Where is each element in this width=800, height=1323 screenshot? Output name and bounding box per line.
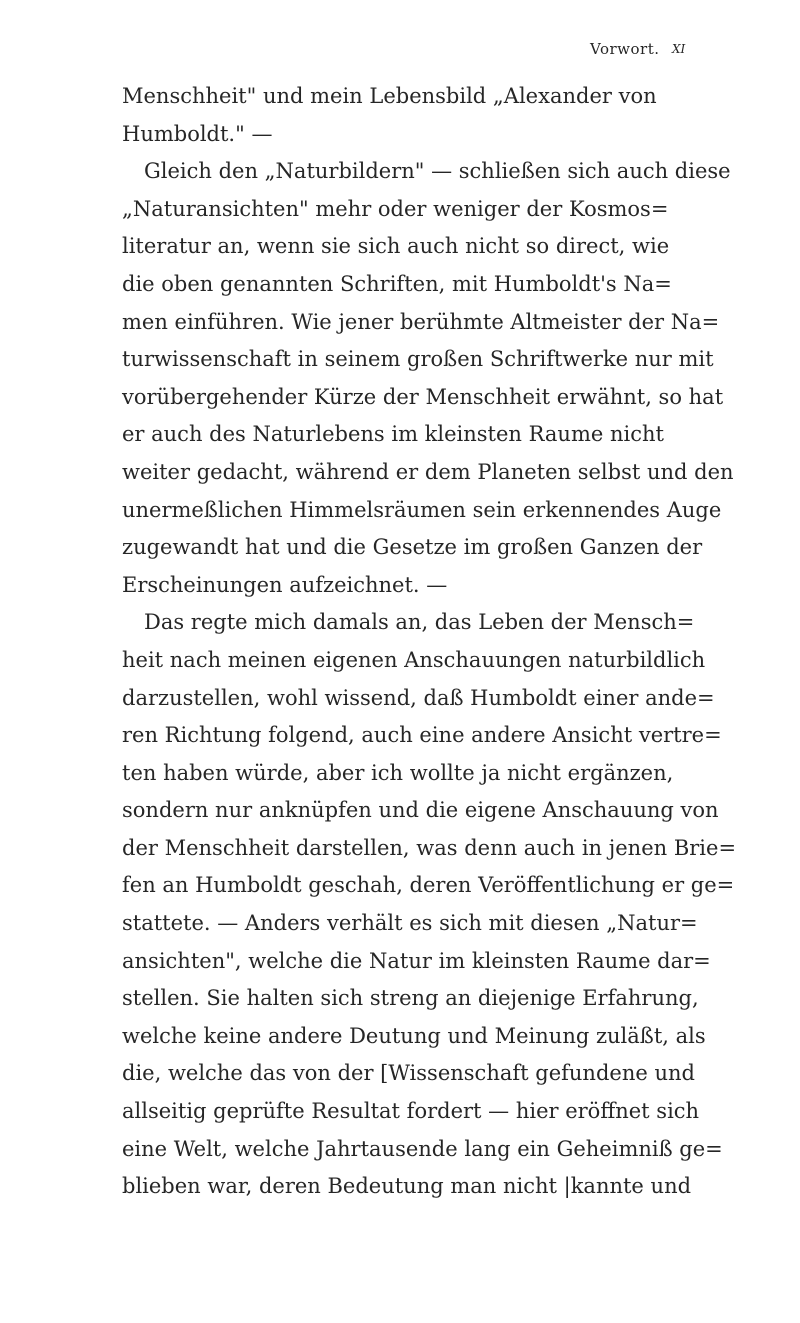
text-line: welche keine andere Deutung und Meinung zuläßt, als bbox=[122, 1023, 706, 1048]
text-line: fen an Humboldt geschah, deren Veröffentlichung er ge= bbox=[122, 873, 735, 898]
text-line: stellen. Sie halten sich streng an diejenige Erfahrung, bbox=[122, 986, 699, 1011]
text-line: sondern nur anknüpfen und die eigene Anschauung von bbox=[122, 798, 719, 823]
text-line: „Naturansichten" mehr oder weniger der Kosmos= bbox=[122, 196, 669, 221]
text-line: die, welche das von der [Wissenschaft gefundene und bbox=[122, 1061, 695, 1086]
text-line: Erscheinungen aufzeichnet. — bbox=[122, 572, 448, 597]
text-line: blieben war, deren Bedeutung man nicht |kannte und bbox=[122, 1174, 692, 1199]
text-line: turwissenschaft in seinem großen Schriftwerke nur mit bbox=[122, 347, 714, 372]
text-line: darzustellen, wohl wissend, daß Humboldt einer ande= bbox=[122, 685, 715, 710]
text-line: literatur an, wenn sie sich auch nicht so direct, wie bbox=[122, 234, 670, 259]
text-line: weiter gedacht, während er dem Planeten selbst und den bbox=[122, 459, 734, 484]
text-line: allseitig geprüfte Resultat fordert — hier eröffnet sich bbox=[122, 1099, 700, 1124]
text-line: ten haben würde, aber ich wollte ja nicht ergänzen, bbox=[122, 760, 674, 785]
text-line: vorübergehender Kürze der Menschheit erwähnt, so hat bbox=[122, 384, 724, 409]
text-line: Humboldt." — bbox=[122, 121, 273, 146]
body-text bbox=[122, 78, 737, 1206]
text-line: Menschheit" und mein Lebensbild „Alexander von bbox=[122, 84, 657, 108]
text-line: eine Welt, welche Jahrtausende lang ein Geheimniß ge= bbox=[122, 1136, 723, 1161]
page-number: XI bbox=[672, 42, 686, 56]
text-line: stattete. — Anders verhält es sich mit diesen „Natur= bbox=[122, 911, 698, 936]
text-line: heit nach meinen eigenen Anschauungen naturbildlich bbox=[122, 647, 706, 672]
text-line: Das regte mich damals an, das Leben der Mensch= bbox=[144, 610, 695, 635]
text-line: Gleich den „Naturbildern" — schließen sich auch diese bbox=[144, 159, 731, 184]
text-line: die oben genannten Schriften, mit Humboldt's Na= bbox=[122, 271, 672, 296]
running-head bbox=[120, 40, 686, 64]
text-line: der Menschheit darstellen, was denn auch in jenen Brie= bbox=[122, 835, 737, 860]
running-head-title: Vorwort. bbox=[590, 40, 660, 58]
text-line: men einführen. Wie jener berühmte Altmeister der Na= bbox=[122, 309, 720, 334]
text-line: zugewandt hat und die Gesetze im großen Ganzen der bbox=[122, 535, 703, 560]
text-line: ansichten", welche die Natur im kleinsten Raume dar= bbox=[122, 948, 711, 973]
text-line: ren Richtung folgend, auch eine andere Ansicht vertre= bbox=[122, 723, 722, 748]
text-line: er auch des Naturlebens im kleinsten Raume nicht bbox=[122, 422, 664, 447]
text-line: unermeßlichen Himmelsräumen sein erkennendes Auge bbox=[122, 497, 722, 522]
